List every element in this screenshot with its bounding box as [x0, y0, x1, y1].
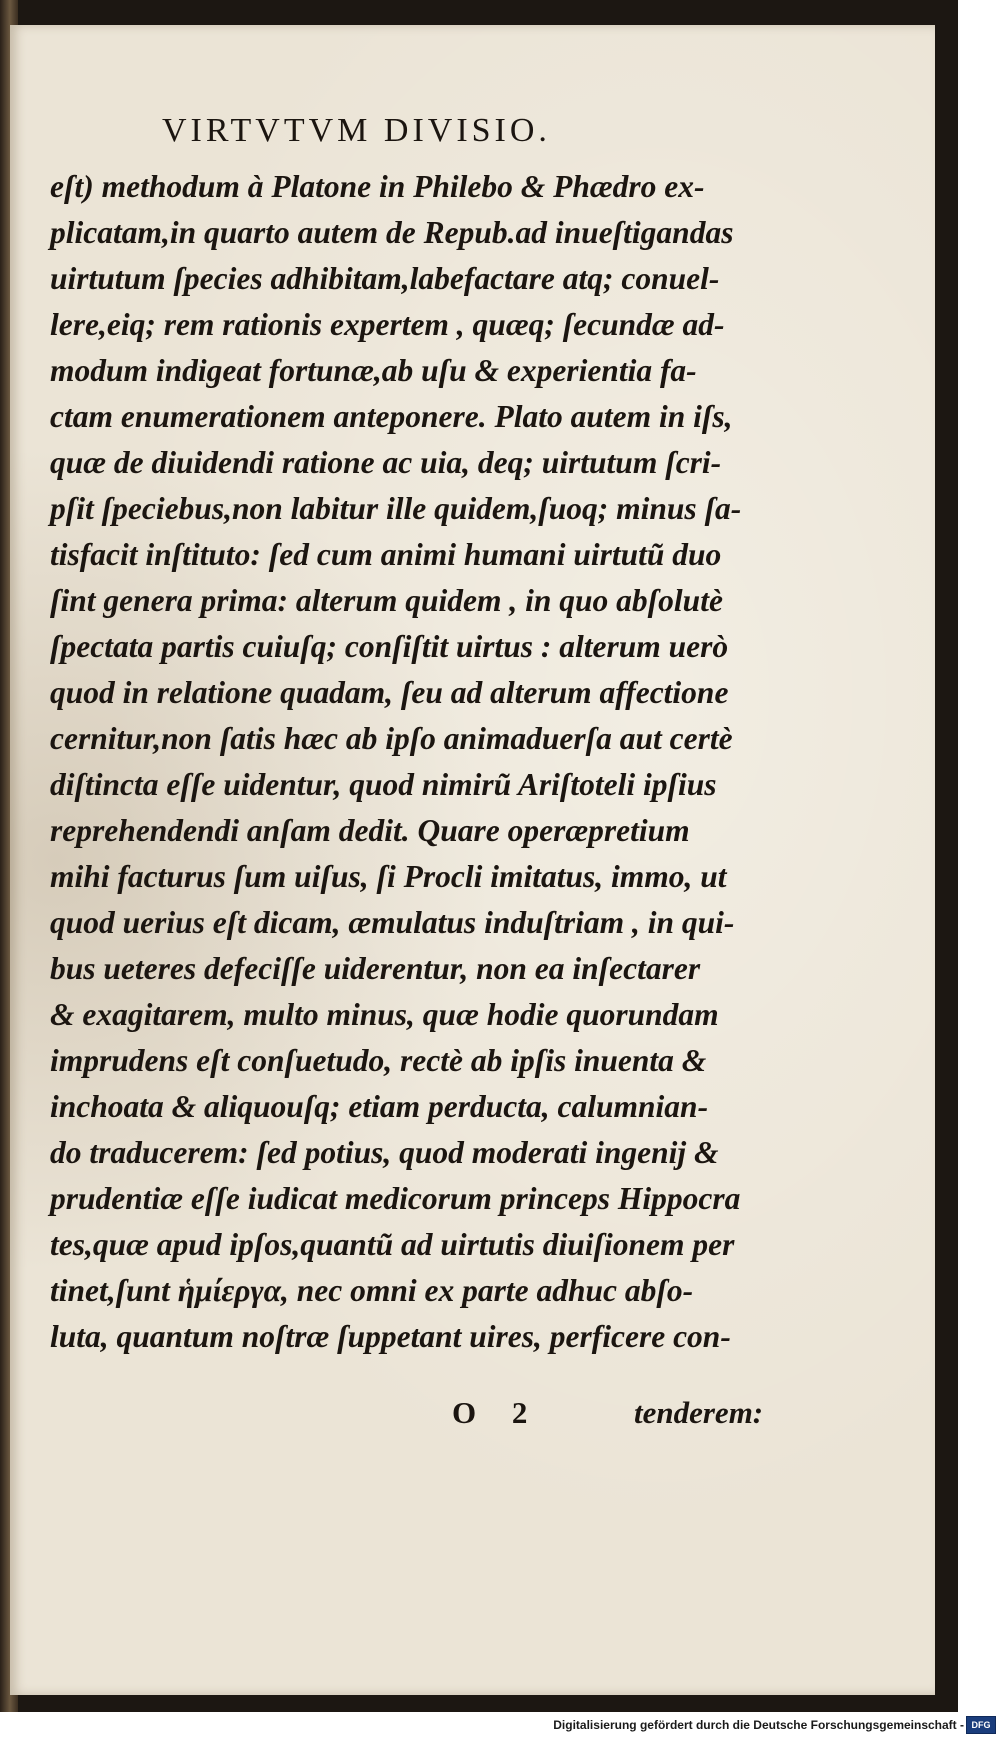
text-line: quod uerius eſt dicam, æmulatus induſtriam , in qui- [50, 905, 735, 940]
signature-mark: O 2 [452, 1395, 542, 1430]
text-line: quæ de diuidendi ratione ac uia, deq; uirtutum ſcri- [50, 445, 722, 480]
text-line: ſint genera prima: alterum quidem , in quo abſolutè [50, 583, 723, 618]
page-footer [0, 1395, 940, 1441]
text-line: plicatam,in quarto autem de Repub.ad inueſtigandas [50, 215, 734, 250]
running-head: VIRTVTVM DIVISIO. [162, 112, 551, 149]
text-line: & exagitarem, multo minus, quæ hodie quorundam [50, 997, 719, 1032]
text-line: diſtincta eſſe uidentur, quod nimirũ Ariſtoteli ipſius [50, 767, 717, 802]
text-line: imprudens eſt conſuetudo, rectè ab ipſis inuenta & [50, 1043, 707, 1078]
text-line: do traducerem: ſed potius, quod moderati ingenij & [50, 1135, 719, 1170]
text-line: tisfacit inſtituto: ſed cum animi humani uirtutũ duo [50, 537, 722, 572]
text-line: ſpectata partis cuiuſq; conſiſtit uirtus : alterum uerò [50, 629, 729, 664]
catchword: tenderem: [634, 1395, 764, 1430]
text-line: prudentiæ eſſe iudicat medicorum princeps Hippocra [50, 1181, 741, 1216]
text-line: tinet,ſunt ἡμίεργα, nec omni ex parte adhuc abſo- [50, 1273, 694, 1308]
text-line: inchoata & aliquouſq; etiam perducta, calumnian- [50, 1089, 709, 1124]
digitization-credit: Digitalisierung gefördert durch die Deutsche Forschungsgemeinschaft - [553, 1718, 964, 1732]
text-line: eſt) methodum à Platone in Philebo & Phædro ex- [50, 169, 705, 204]
text-line: luta, quantum noſtræ ſuppetant uires, perficere con- [50, 1319, 731, 1354]
text-line: mihi facturus ſum uiſus, ſi Procli imitatus, immo, ut [50, 859, 727, 894]
text-line: modum indigeat fortunæ,ab uſu & experientia fa- [50, 353, 697, 388]
credit-bar [0, 1712, 1000, 1737]
text-line: uirtutum ſpecies adhibitam,labefactare atq; conuel- [50, 261, 720, 296]
dfg-logo: DFG [966, 1716, 996, 1734]
text-line: bus ueteres defeciſſe uiderentur, non ea inſectarer [50, 951, 701, 986]
text-line: ctam enumerationem anteponere. Plato autem in iſs, [50, 399, 733, 434]
text-line: reprehendendi anſam dedit. Quare operæpretium [50, 813, 690, 848]
text-line: cernitur,non ſatis hæc ab ipſo animaduerſa aut certè [50, 721, 733, 756]
body-text [50, 164, 770, 1360]
text-line: quod in relatione quadam, ſeu ad alterum affectione [50, 675, 729, 710]
text-line: pſit ſpeciebus,non labitur ille quidem,ſuoq; minus ſa- [50, 491, 742, 526]
text-line: lere,eiq; rem rationis expertem , quæq; ſecundæ ad- [50, 307, 725, 342]
text-line: tes,quæ apud ipſos,quantũ ad uirtutis diuiſionem per [50, 1227, 735, 1262]
